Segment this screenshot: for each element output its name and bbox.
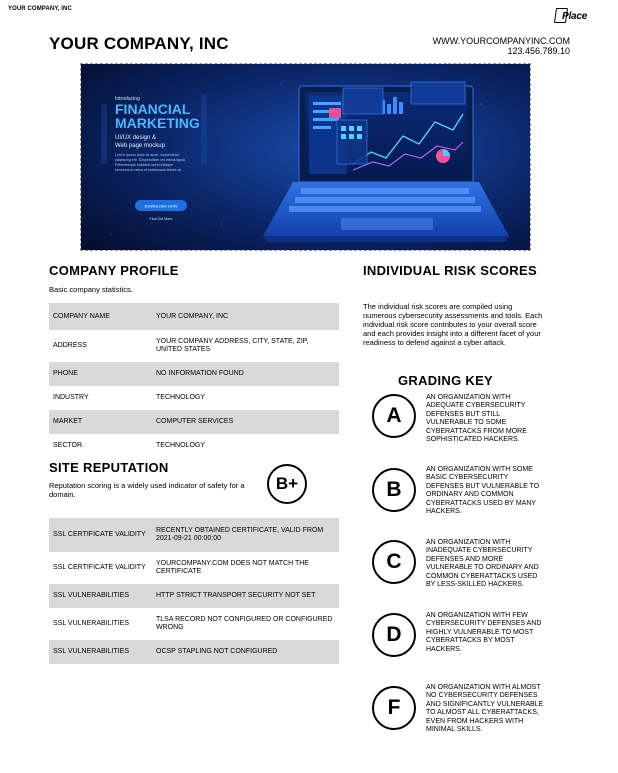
grade-d-badge: D	[372, 613, 416, 657]
eplace-logo	[553, 5, 601, 25]
logo-text: Place	[562, 11, 588, 22]
hero-body4: senectus et netus et malesuada fames ac	[115, 168, 182, 172]
row-key: SSL CERTIFICATE VALIDITY	[49, 518, 152, 552]
grade-f-description: AN ORGANIZATION WITH ALMOST NO CYBERSECURITY DEFENSES AND SIGNIFICANTLY VULNERABLE TO ALMOST ALL CYBERATTACKS, EVEN FROM HACKERS WITH MINIMAL SKILLS.	[426, 684, 544, 734]
risk-scores-description: The individual risk scores are compiled using numerous cybersecurity assessments and tools. Each individual risk score contributes to your overall score and each provides insight into a different facet of your readiness to defend against a cyber attack.	[363, 302, 543, 347]
hero-body1: Lorem ipsum dolor sit amet, consectetur	[115, 153, 179, 157]
site-reputation-table	[49, 518, 339, 664]
row-value: YOUR COMPANY, INC	[152, 303, 339, 330]
hero-line2: MARKETING	[115, 115, 200, 131]
grade-a-description: AN ORGANIZATION WITH ADEQUATE CYBERSECURITY DEFENSES BUT STILL VULNERABLE TO SOME CYBERATTACKS FROM MORE SOPHISTICATED HACKERS.	[426, 394, 527, 444]
table-row	[49, 330, 339, 362]
row-key: MARKET	[49, 410, 152, 434]
grade-c-badge: C	[372, 540, 416, 584]
grade-a-badge: A	[372, 394, 416, 438]
row-key: PHONE	[49, 362, 152, 386]
company-phone: 123.456.789.10	[507, 46, 570, 56]
company-profile-table	[49, 303, 339, 458]
row-value: RECENTLY OBTAINED CERTIFICATE, VALID FROM 2021-09-21 00:00:00	[152, 518, 339, 552]
row-value: NO INFORMATION FOUND	[152, 362, 339, 386]
reputation-grade-badge: B+	[267, 464, 307, 504]
hero-introducing: Introducing	[115, 96, 140, 102]
grading-key-title: GRADING KEY	[398, 373, 494, 388]
row-key: SECTOR	[53, 442, 83, 449]
grade-f-badge: F	[372, 686, 416, 730]
hero-sub2: Web page mockup	[115, 143, 165, 149]
site-reputation-title: SITE REPUTATION	[49, 460, 169, 475]
risk-scores-title: INDIVIDUAL RISK SCORES	[363, 263, 537, 278]
row-value: COMPUTER SERVICES	[152, 410, 339, 434]
company-profile-title: COMPANY PROFILE	[49, 263, 179, 278]
row-key: INDUSTRY	[53, 394, 89, 401]
table-row	[49, 608, 339, 640]
table-row	[49, 434, 339, 458]
company-profile-subtitle: Basic company statistics.	[49, 285, 133, 294]
grade-d-description: AN ORGANIZATION WITH FEW CYBERSECURITY DEFENSES AND HIGHLY VULNERABLE TO MOST CYBERATTACKS BY MOST HACKERS.	[426, 612, 542, 653]
row-key: ADDRESS	[53, 342, 87, 349]
page-title: YOUR COMPANY, INC	[49, 34, 229, 53]
table-row	[49, 303, 339, 330]
row-value: TECHNOLOGY	[156, 394, 206, 401]
hero-body2: adipiscing elit. Suspendisse vel metus ligula.	[115, 158, 186, 162]
row-value: TLSA RECORD NOT CONFIGURED OR CONFIGURED WRONG	[156, 616, 333, 631]
table-row	[49, 640, 339, 664]
hero-image	[80, 63, 531, 251]
table-row	[49, 362, 339, 386]
row-value: YOUR COMPANY ADDRESS, CITY, STATE, ZIP, UNITED STATES	[156, 338, 309, 353]
table-row	[49, 584, 339, 608]
row-key: SSL CERTIFICATE VALIDITY	[53, 564, 146, 571]
row-key: SSL VULNERABILITIES	[49, 584, 152, 608]
grade-b-description: AN ORGANIZATION WITH SOME BASIC CYBERSECURITY DEFENSES BUT VULNERABLE TO ORDINARY AND COMMON CYBERATTACKS USED BY MANY HACKERS.	[426, 466, 540, 516]
hero-button-label: DOWNLOAD NOW	[144, 204, 178, 209]
hero-line1: FINANCIAL	[115, 101, 191, 117]
hero-sub1: UI/UX design &	[115, 135, 157, 141]
hero-link: Find Out More	[149, 217, 173, 221]
row-key: COMPANY NAME	[49, 303, 152, 330]
table-row	[49, 386, 339, 410]
table-row	[49, 552, 339, 584]
grade-c-description: AN ORGANIZATION WITH INADEQUATE CYBERSECURITY DEFENSES AND MORE VULNERABLE TO ORDINARY AND COMMON CYBERATTACKS USED BY LESS-SKILLED HACKERS.	[426, 539, 539, 589]
row-value: HTTP STRICT TRANSPORT SECURITY NOT SET	[152, 584, 339, 608]
row-key: SSL VULNERABILITIES	[53, 620, 129, 627]
company-website: WWW.YOURCOMPANYINC.COM	[432, 36, 570, 46]
table-row	[49, 410, 339, 434]
table-row	[49, 518, 339, 552]
hero-body3: Pellentesque habitant morbi tristique	[115, 163, 174, 167]
row-value: OCSP STAPLING NOT CONFIGURED	[152, 640, 339, 664]
grade-b-badge: B	[372, 468, 416, 512]
row-value: TECHNOLOGY	[156, 442, 206, 449]
row-value: YOURCOMPANY.COM DOES NOT MATCH THE CERTIFICATE	[156, 560, 309, 575]
site-reputation-subtitle: Reputation scoring is a widely used indicator of safety for a domain.	[49, 481, 245, 499]
top-company-label: YOUR COMPANY, INC	[8, 6, 72, 12]
row-key: SSL VULNERABILITIES	[49, 640, 152, 664]
